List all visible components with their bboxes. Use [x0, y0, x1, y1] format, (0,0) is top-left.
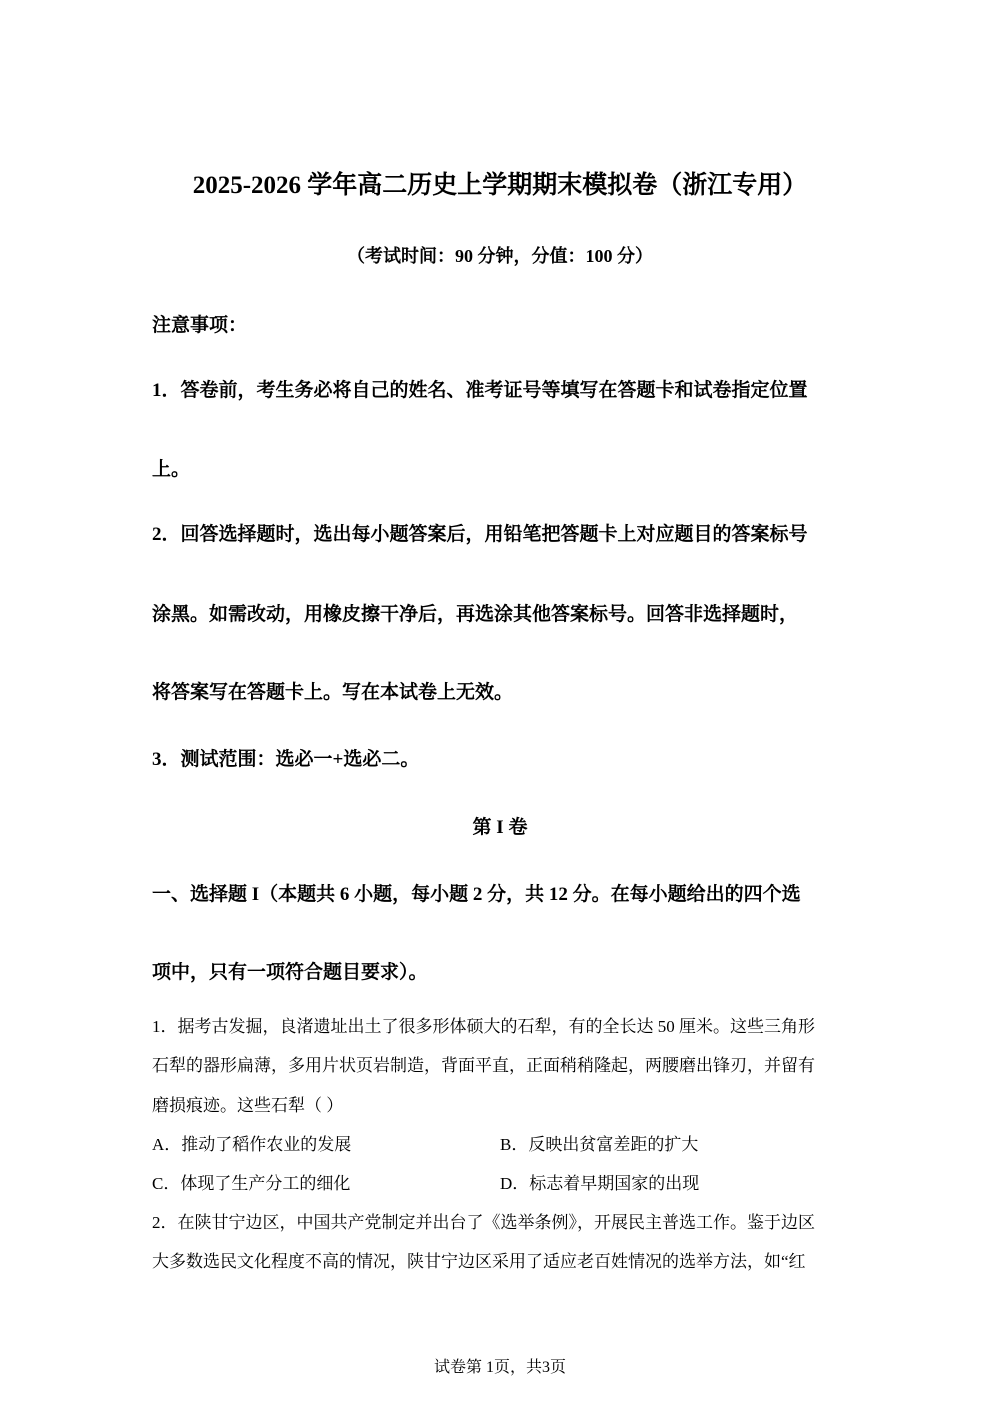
- question-2-line: 2．在陕甘宁边区，中国共产党制定并出台了《选举条例》，开展民主普选工作。鉴于边区: [152, 1213, 815, 1232]
- question-1-option-a: A．推动了稻作农业的发展: [152, 1135, 352, 1154]
- question-1-option-c: C．体现了生产分工的细化: [152, 1174, 351, 1193]
- notice-line: 上。: [152, 459, 191, 480]
- exam-subtitle: （考试时间：90 分钟，分值：100 分）: [347, 246, 653, 266]
- question-2-line: 大多数选民文化程度不高的情况，陕甘宁边区采用了适应老百姓情况的选举方法，如“红: [152, 1252, 806, 1271]
- question-1-option-b: B．反映出贫富差距的扩大: [500, 1135, 699, 1154]
- notice-line: 1．答卷前，考生务必将自己的姓名、准考证号等填写在答题卡和试卷指定位置: [152, 380, 808, 401]
- notice-heading: 注意事项：: [152, 315, 248, 336]
- part-heading-line: 一、选择题 I（本题共 6 小题，每小题 2 分，共 12 分。在每小题给出的四个选: [152, 884, 801, 905]
- question-1-line: 1．据考古发掘，良渚遗址出土了很多形体硕大的石犁，有的全长达 50 厘米。这些三角形: [152, 1017, 815, 1036]
- notice-line: 涂黑。如需改动，用橡皮擦干净后，再选涂其他答案标号。回答非选择题时，: [152, 604, 799, 625]
- part-heading-line: 项中，只有一项符合题目要求）。: [152, 962, 428, 983]
- notice-line: 3．测试范围：选必一+选必二。: [152, 749, 420, 770]
- notice-line: 将答案写在答题卡上。写在本试卷上无效。: [152, 682, 514, 703]
- question-1-line: 石犁的器形扁薄，多用片状页岩制造，背面平直，正面稍稍隆起，两腰磨出锋刃，并留有: [152, 1056, 815, 1075]
- question-1-option-d: D．标志着早期国家的出现: [500, 1174, 700, 1193]
- section-title: 第 I 卷: [472, 817, 528, 838]
- question-1-line: 磨损痕迹。这些石犁（ ）: [152, 1096, 344, 1115]
- notice-line: 2．回答选择题时，选出每小题答案后，用铅笔把答题卡上对应题目的答案标号: [152, 524, 808, 545]
- exam-title: 2025-2026 学年高二历史上学期期末模拟卷（浙江专用）: [192, 172, 808, 199]
- page-footer: 试卷第 1页，共3页: [433, 1359, 566, 1376]
